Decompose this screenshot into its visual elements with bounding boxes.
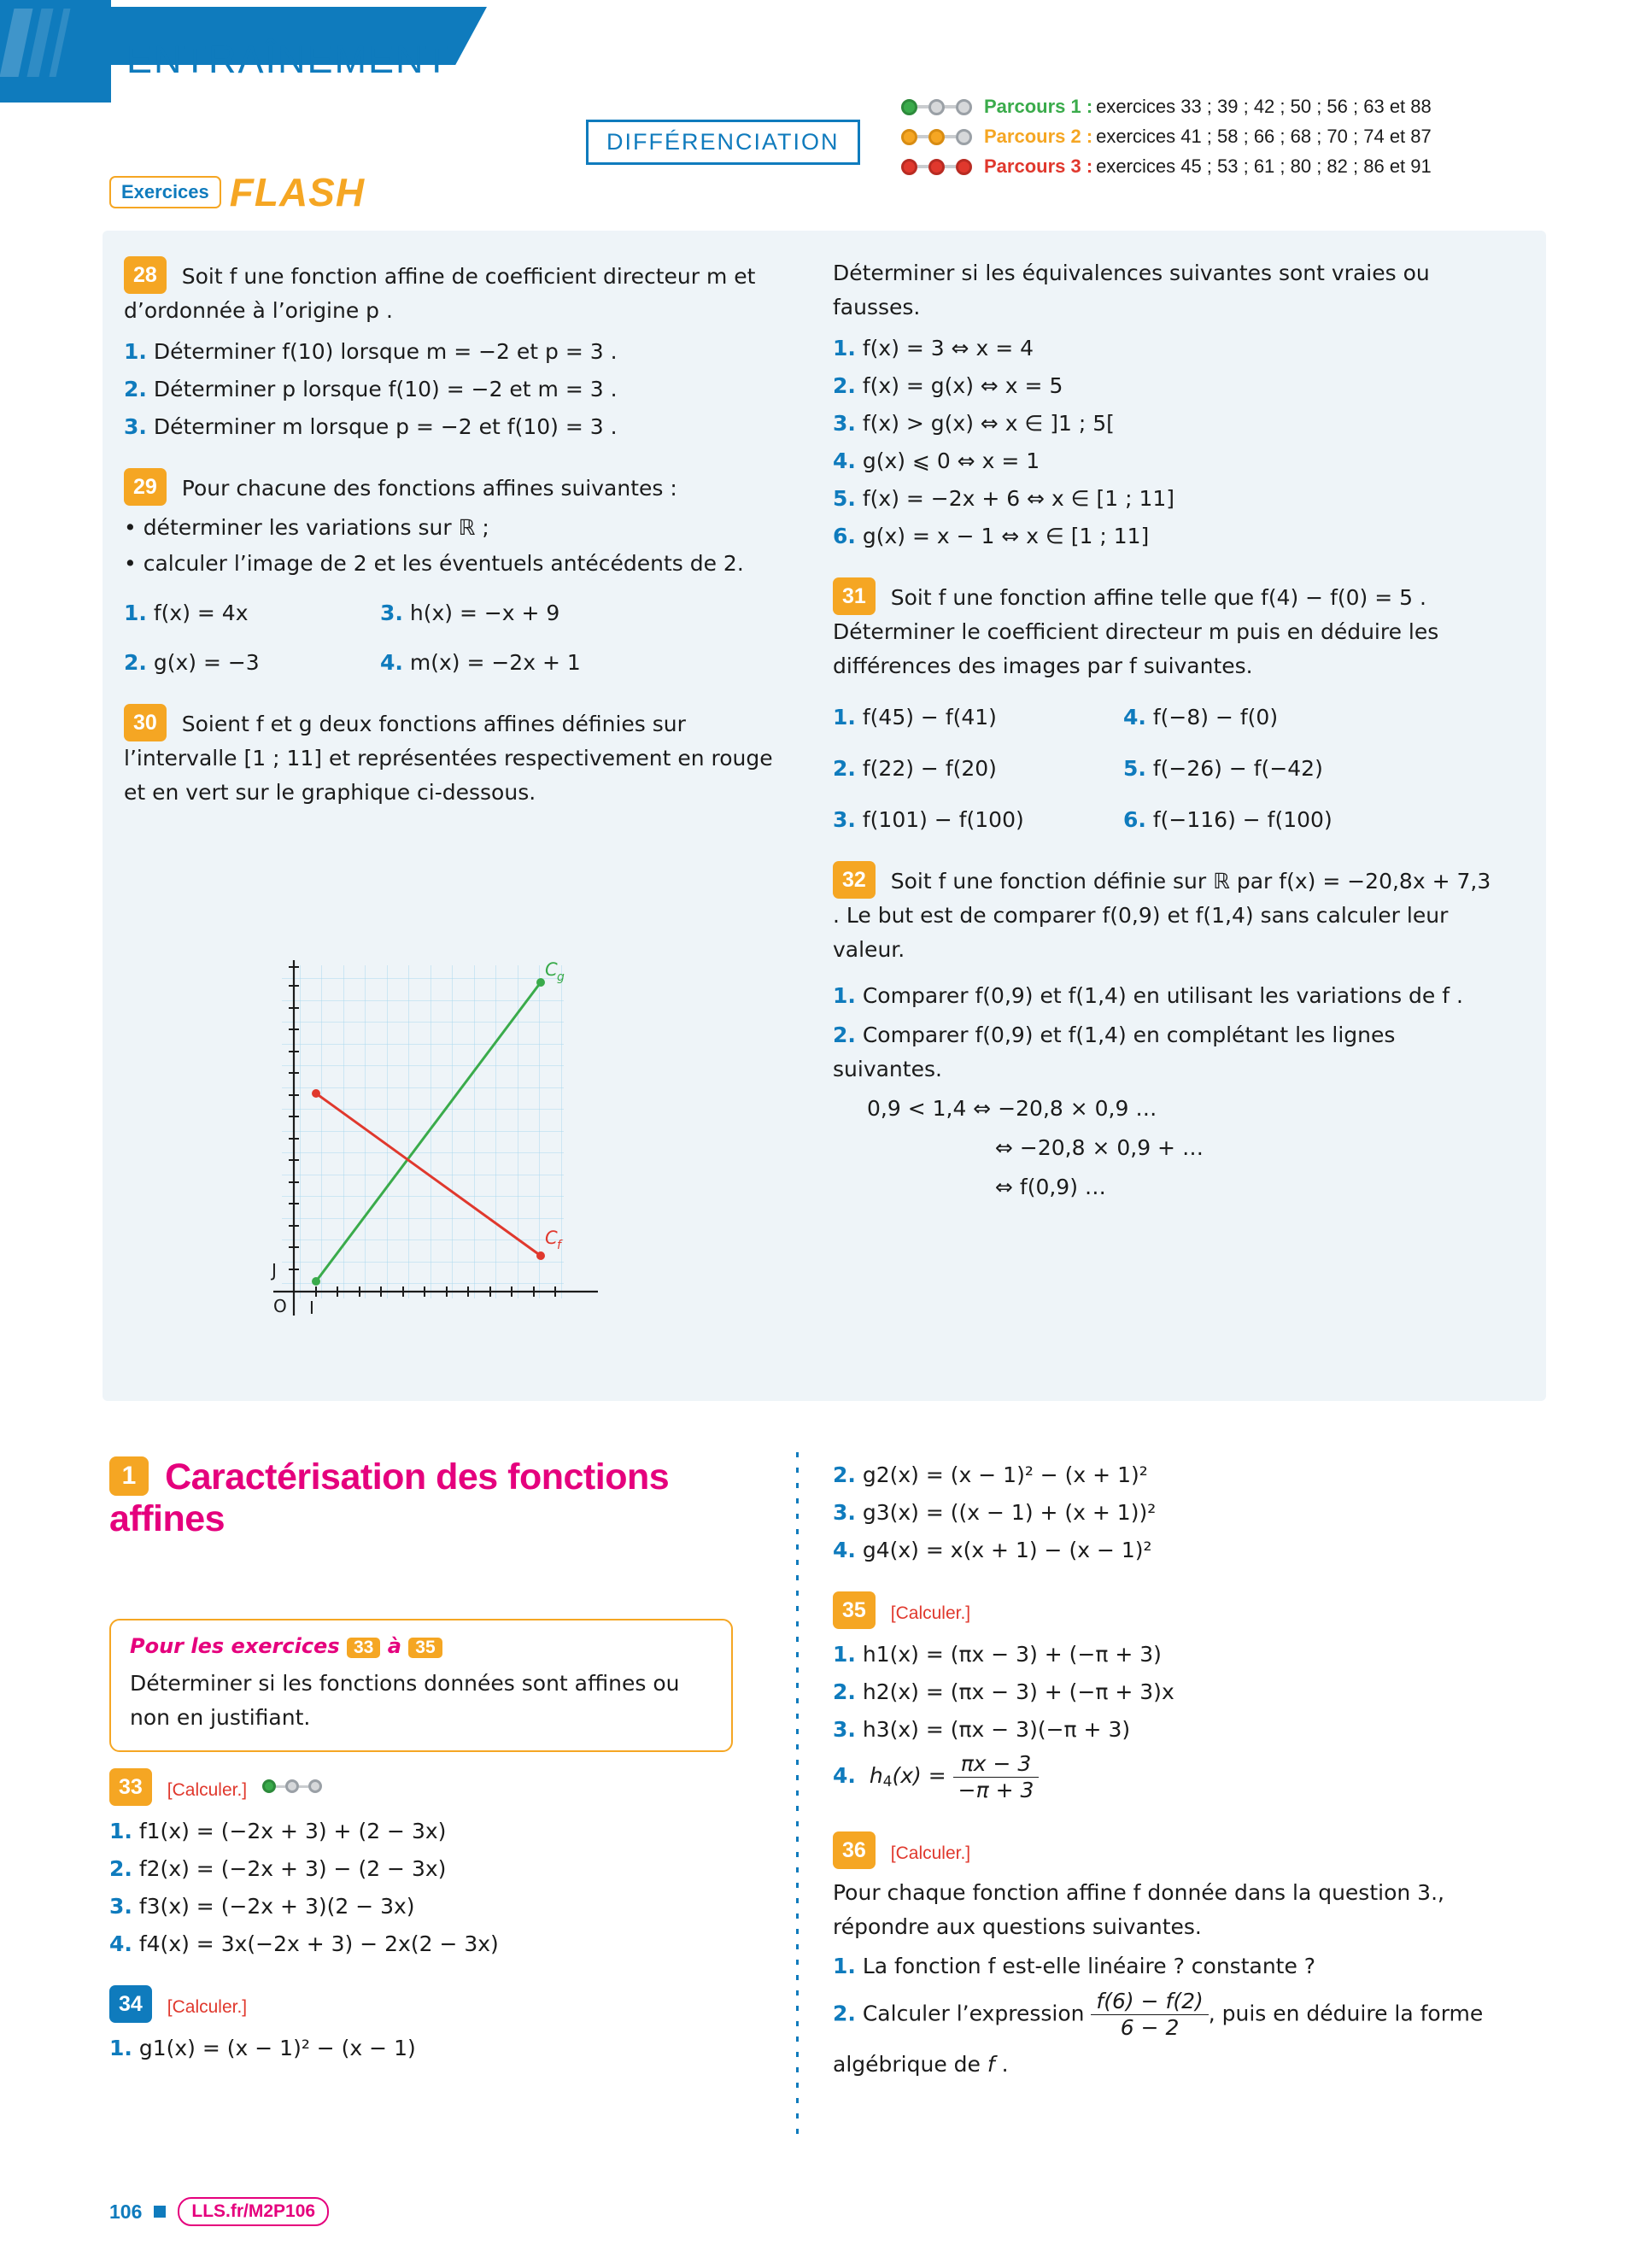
pour-prefix: Pour les exercices xyxy=(130,1634,340,1658)
pour-from: 33 xyxy=(347,1638,380,1658)
exercise-28-item: 1. Déterminer f(10) lorsque m = −2 et p = 3 . xyxy=(124,339,618,364)
exercise-32-text: Soit f une fonction définie sur ℝ par f(x) = −20,8x + 7,3 . Le but est de comparer f(0,9) et f(1,4) sans calculer leur valeur. xyxy=(833,869,1491,962)
exercise-31-item: 5. f(−26) − f(−42) xyxy=(1123,756,1323,781)
parcours-row xyxy=(901,126,1432,148)
svg-text:g: g xyxy=(557,970,565,984)
exercise-29-text: Pour chacune des fonctions affines suivantes : xyxy=(181,476,677,501)
exercise-30b-item: 4. g(x) ⩽ 0 ⇔ x = 1 xyxy=(833,448,1040,473)
exercise-33-number: 33 xyxy=(109,1768,152,1806)
pour-mid: à xyxy=(387,1634,401,1658)
parcours-row xyxy=(901,96,1432,118)
svg-text:C: C xyxy=(545,1228,558,1248)
exercise-35-item: 4. $h_4(x)$ = $\frac{\pi x - 3}{-\pi + 3}$ xyxy=(833,1749,1499,1809)
exercise-30-graph xyxy=(256,957,649,1333)
svg-text:I: I xyxy=(309,1298,314,1318)
exercise-32-item: 2. Comparer f(0,9) et f(1,4) en complétant les lignes suivantes. xyxy=(833,1023,1396,1081)
parcours-3-text: exercices 45 ; 53 ; 61 ; 80 ; 82 ; 86 et 91 xyxy=(1096,155,1432,177)
exercise-28-number: 28 xyxy=(124,256,167,294)
exercise-30-number: 30 xyxy=(124,704,167,741)
exercise-29-item: 4. m(x) = −2x + 1 xyxy=(380,650,581,675)
exercise-36-item-2: 2. Calculer l’expression $\frac{f(6) - f(2)}{6 - 2}$ , puis en déduire la forme algébrique de f . xyxy=(833,1989,1484,2077)
exercise-30b-item: 5. f(x) = −2x + 6 ⇔ x ∈ [1 ; 11] xyxy=(833,486,1175,511)
svg-text:O: O xyxy=(273,1296,287,1316)
exercise-30 xyxy=(124,704,799,810)
section-column-left xyxy=(109,1768,741,2067)
pour-les-exercices-title xyxy=(130,1634,712,1658)
exercise-28-item: 3. Déterminer m lorsque p = −2 et f(10) = 3 . xyxy=(124,414,618,439)
exercise-34-continued xyxy=(833,1456,1499,1569)
exercise-34-item: 1. g1(x) = (x − 1)² − (x − 1) xyxy=(109,2036,416,2060)
exercise-33-header xyxy=(109,1768,741,1808)
exercise-35-item: 2. h2(x) = (πx − 3) + (−π + 3)x xyxy=(833,1679,1174,1704)
exercise-31-item: 6. f(−116) − f(100) xyxy=(1123,807,1332,832)
exercise-34-number: 34 xyxy=(109,1985,152,2023)
exercise-29-intro xyxy=(124,468,799,506)
exercise-33-item: 4. f4(x) = 3x(−2x + 3) − 2x(2 − 3x) xyxy=(109,1931,499,1956)
exercise-33-item: 2. f2(x) = (−2x + 3) − (2 − 3x) xyxy=(109,1856,447,1881)
exercise-35-item: 1. h1(x) = (πx − 3) + (−π + 3) xyxy=(833,1642,1162,1667)
exercise-31-intro xyxy=(833,577,1499,683)
page-footer xyxy=(109,2197,329,2226)
section-1-badge: 1 xyxy=(109,1456,149,1496)
exercise-29-item: 1. f(x) = 4x xyxy=(124,601,249,625)
exercise-36-tag: [Calculer.] xyxy=(890,1843,971,1863)
parcours-2-text: exercices 41 ; 58 ; 66 ; 68 ; 70 ; 74 et 87 xyxy=(1096,126,1432,147)
fraction-rate: $\frac{f(6) - f(2)}{6 - 2}$ xyxy=(1091,1989,1208,2041)
parcours-legend xyxy=(901,96,1432,185)
column-separator xyxy=(796,1452,799,2144)
exercise-36-intro: Pour chaque fonction affine f donnée dans la question 3., répondre aux questions suivantes. xyxy=(833,1880,1444,1939)
exercise-30-text: Soient f et g deux fonctions affines définies sur l’intervalle [1 ; 11] et représentées respectivement en rouge et en vert sur le graphique ci-dessous. xyxy=(124,712,773,805)
section-column-right xyxy=(833,1456,1499,2094)
exercise-34-tag: [Calculer.] xyxy=(167,1997,248,2017)
exercise-35 xyxy=(833,1591,1499,1809)
exercise-28 xyxy=(124,256,799,446)
exercise-29-number: 29 xyxy=(124,468,167,506)
exercise-31-item: 2. f(22) − f(20) xyxy=(833,756,997,781)
exercise-36-item: 1. La fonction f est-elle linéaire ? constante ? xyxy=(833,1954,1316,1978)
exercise-29 xyxy=(124,468,799,682)
parcours-1-text: exercices 33 ; 39 ; 42 ; 50 ; 56 ; 63 et 88 xyxy=(1096,96,1432,117)
exercise-28-intro xyxy=(124,256,799,328)
exercise-30b-item: 3. f(x) > g(x) ⇔ x ∈ ]1 ; 5[ xyxy=(833,411,1115,436)
exercise-33-parcours-dots xyxy=(262,1779,322,1793)
pour-les-exercices-text: Déterminer si les fonctions données sont affines ou non en justifiant. xyxy=(130,1671,680,1730)
parcours-3-label: Parcours 3 : xyxy=(984,155,1093,177)
pour-les-exercices-box xyxy=(109,1619,733,1752)
graph-svg xyxy=(256,957,649,1333)
exercise-32-number: 32 xyxy=(833,861,876,899)
flash-word: FLASH xyxy=(229,170,366,214)
exercise-35-header xyxy=(833,1591,1499,1631)
parcours-3-dots xyxy=(901,159,972,175)
section-1-title: Caractérisation des fonctions affines xyxy=(109,1456,670,1539)
flash-column-right xyxy=(833,256,1499,1210)
exercise-28-text: Soit f une fonction affine de coefficient directeur m et d’ordonnée à l’origine p . xyxy=(124,264,756,323)
parcours-1-label: Parcours 1 : xyxy=(984,96,1093,117)
exercise-30-part-b xyxy=(833,256,1499,555)
exercise-31 xyxy=(833,577,1499,839)
page-title: ENTRAÎNEMENT xyxy=(126,38,451,81)
exercise-29-item: 3. h(x) = −x + 9 xyxy=(380,601,560,625)
flash-column-left xyxy=(124,256,799,815)
exercise-31-item: 3. f(101) − f(100) xyxy=(833,807,1024,832)
exercise-36-header xyxy=(833,1831,1499,1871)
page-number: 106 xyxy=(109,2200,143,2223)
exercise-33 xyxy=(109,1768,741,1963)
exercise-28-item: 2. Déterminer p lorsque f(10) = −2 et m = 3 . xyxy=(124,377,618,401)
exercise-33-tag: [Calculer.] xyxy=(167,1780,248,1800)
exercise-35-item: 3. h3(x) = (πx − 3)(−π + 3) xyxy=(833,1717,1131,1742)
svg-text:C: C xyxy=(545,959,558,980)
footer-square xyxy=(154,2206,166,2218)
exercices-tag: Exercices xyxy=(109,176,221,208)
exercise-32-intro xyxy=(833,861,1499,967)
exercise-32-line: 0,9 < 1,4 ⇔ −20,8 × 0,9 … xyxy=(867,1096,1157,1121)
exercise-33-item: 3. f3(x) = (−2x + 3)(2 − 3x) xyxy=(109,1894,415,1919)
exercise-30b-intro: Déterminer si les équivalences suivantes sont vraies ou fausses. xyxy=(833,261,1430,319)
exercise-34 xyxy=(109,1985,741,2067)
exercise-35-number: 35 xyxy=(833,1591,876,1629)
exercise-29-item: 2. g(x) = −3 xyxy=(124,650,260,675)
exercise-35-tag: [Calculer.] xyxy=(890,1603,971,1623)
exercise-36 xyxy=(833,1831,1499,2089)
differenciation-box: DIFFÉRENCIATION xyxy=(598,120,848,165)
exercise-32-line: ⇔ −20,8 × 0,9 + … xyxy=(995,1135,1204,1160)
exercise-29-bullet: • déterminer les variations sur ℝ ; xyxy=(124,515,489,540)
parcours-row xyxy=(901,155,1432,178)
exercise-30b-item: 6. g(x) = x − 1 ⇔ x ∈ [1 ; 11] xyxy=(833,524,1150,548)
exercise-34-item: 4. g4(x) = x(x + 1) − (x − 1)² xyxy=(833,1538,1152,1562)
exercise-30b-item: 2. f(x) = g(x) ⇔ x = 5 xyxy=(833,373,1063,398)
exercise-31-number: 31 xyxy=(833,577,876,615)
exercise-31-item: 1. f(45) − f(41) xyxy=(833,705,997,730)
exercise-34-header xyxy=(109,1985,741,2025)
exercise-31-item: 4. f(−8) − f(0) xyxy=(1123,705,1279,730)
exercise-32 xyxy=(833,861,1499,1204)
parcours-1-dots xyxy=(901,99,972,115)
resource-code[interactable]: LLS.fr/M2P106 xyxy=(178,2197,329,2226)
section-1-heading xyxy=(109,1456,758,1540)
parcours-2-label: Parcours 2 : xyxy=(984,126,1093,147)
exercise-34-item: 3. g3(x) = ((x − 1) + (x + 1))² xyxy=(833,1500,1157,1525)
exercise-29-bullet: • calculer l’image de 2 et les éventuels antécédents de 2. xyxy=(124,551,744,576)
svg-text:f: f xyxy=(557,1239,561,1252)
exercise-34-item: 2. g2(x) = (x − 1)² − (x + 1)² xyxy=(833,1462,1148,1487)
parcours-2-dots xyxy=(901,129,972,145)
exercise-31-text: Soit f une fonction affine telle que f(4) − f(0) = 5 . Déterminer le coefficient directeur m puis en déduire les différences des images par f suivantes. xyxy=(833,585,1439,678)
exercise-30-intro xyxy=(124,704,799,810)
pour-to: 35 xyxy=(408,1638,442,1658)
exercise-32-item: 1. Comparer f(0,9) et f(1,4) en utilisant les variations de f . xyxy=(833,983,1463,1008)
svg-text:J: J xyxy=(272,1260,277,1281)
flash-exercises-label xyxy=(109,169,365,215)
exercise-33-item: 1. f1(x) = (−2x + 3) + (2 − 3x) xyxy=(109,1819,447,1843)
exercise-30b-item: 1. f(x) = 3 ⇔ x = 4 xyxy=(833,336,1034,360)
exercise-36-number: 36 xyxy=(833,1831,876,1869)
exercise-32-line: ⇔ f(0,9) … xyxy=(995,1175,1106,1199)
fraction-h4: $\frac{\pi x - 3}{-\pi + 3}$ xyxy=(953,1751,1040,1803)
